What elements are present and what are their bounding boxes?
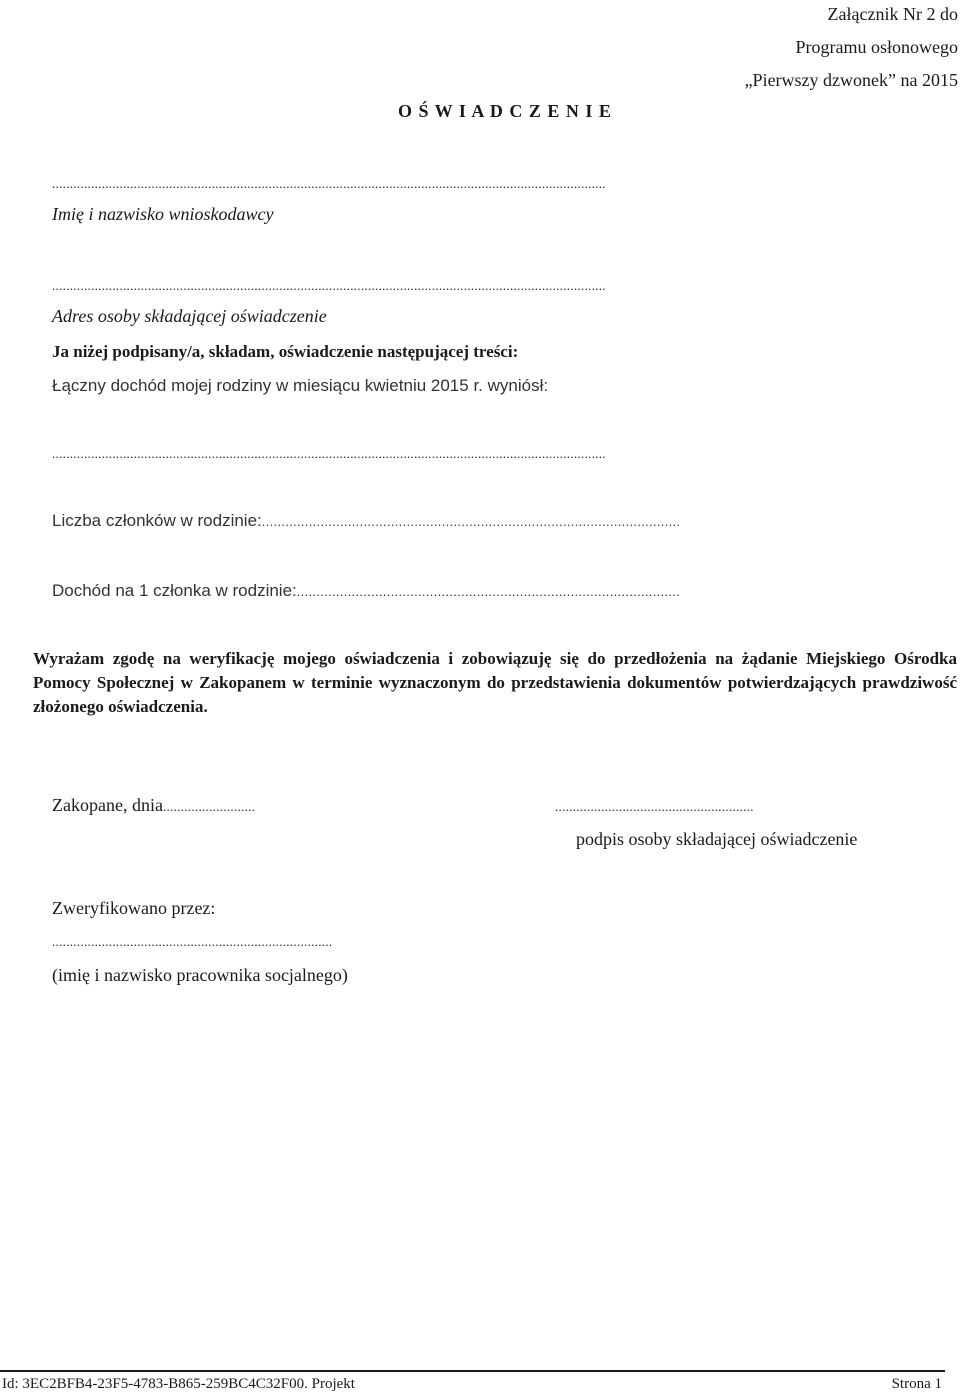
- per-member-field[interactable]: [52, 581, 680, 601]
- annex-line-3: „Pierwszy dzwonek” na 2015: [744, 70, 958, 90]
- address-dots[interactable]: ............................................................................................................................................................: [52, 278, 606, 293]
- members-dots: ...........................................................................................................: [261, 514, 681, 529]
- place-date-label: Zakopane, dnia: [52, 795, 163, 815]
- annex-line-1: Załącznik Nr 2 do: [827, 4, 958, 24]
- members-label: Liczba członków w rodzinie:: [52, 511, 262, 530]
- address-label: Adres osoby składającej oświadczenie: [52, 306, 327, 326]
- income-label: Łączny dochód mojej rodziny w miesiącu kwietniu 2015 r. wyniósł:: [52, 376, 549, 395]
- per-member-label: Dochód na 1 członka w rodzinie:: [52, 581, 297, 600]
- members-field[interactable]: [52, 511, 680, 531]
- place-date-field[interactable]: [52, 795, 255, 816]
- verified-dots[interactable]: ...............................................................................: [52, 934, 333, 949]
- place-date-dots: ..........................: [162, 799, 256, 814]
- signature-dots[interactable]: ........................................................: [555, 799, 754, 814]
- footer-page-number: Strona 1: [891, 1376, 942, 1392]
- signature-label: podpis osoby składającej oświadczenie: [576, 829, 858, 849]
- footer-divider: [0, 1370, 945, 1372]
- consent-paragraph: Wyrażam zgodę na weryfikację mojego oświadczenia i zobowiązuję się do przedłożenia na żądanie Miejskiego Ośrodka Pomocy Społecznej w Zakopanem w terminie wyznaczonym do przedstawienia dokumentów potwierdzających prawdziwość złożonego oświadczenia.: [33, 649, 957, 716]
- name-dots[interactable]: ............................................................................................................................................................: [52, 176, 606, 191]
- footer-document-id: Id: 3EC2BFB4-23F5-4783-B865-259BC4C32F00. Projekt: [2, 1376, 355, 1392]
- declaration-intro: Ja niżej podpisany/a, składam, oświadczenie następującej treści:: [52, 342, 519, 361]
- verified-label: Zweryfikowano przez:: [52, 898, 216, 918]
- document-title: O Ś W I A D C Z E N I E: [398, 101, 612, 121]
- per-member-dots: ..................................................................................................: [296, 584, 681, 599]
- name-label: Imię i nazwisko wnioskodawcy: [52, 204, 274, 224]
- income-dots[interactable]: ............................................................................................................................................................: [52, 446, 606, 461]
- annex-line-2: Programu osłonowego: [795, 37, 958, 57]
- worker-label: (imię i nazwisko pracownika socjalnego): [52, 965, 348, 985]
